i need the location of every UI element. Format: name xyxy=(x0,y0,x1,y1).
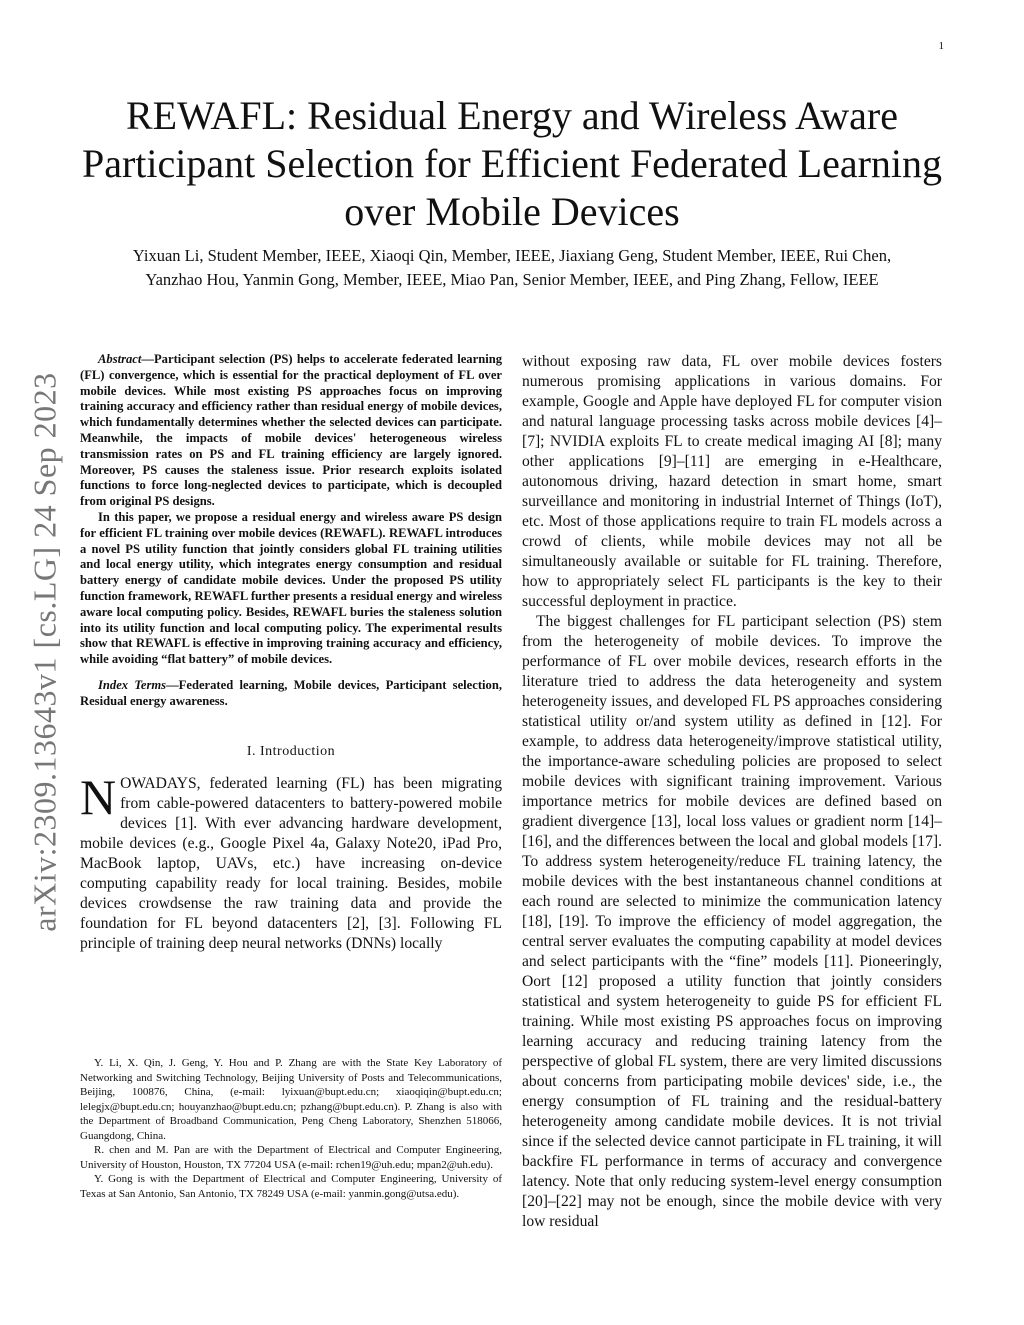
footnote-affiliation-2: R. chen and M. Pan are with the Department of Electrical and Computer Engineering, University of Houston, Houston, TX 77204 USA (e-mail: rchen19@uh.edu; mpan2@uh.edu). xyxy=(80,1144,502,1171)
footnotes xyxy=(80,1056,502,1201)
drop-cap: N xyxy=(80,768,117,825)
body-paragraph-challenges: The biggest challenges for FL participant selection (PS) stem from the heterogeneity of mobile devices. To improve the performance of FL over mobile devices, research efforts in the literature tried to address the data heterogeneity and system heterogeneity issues, and developed FL PS approaches considering statistical utility or/and system utility as defined in [12]. For example, to address data heterogeneity/improve statistical utility, the importance-aware scheduling policies are proposed to select mobile devices with significant training improvement. Various importance metrics for mobile devices are defined based on gradient divergence [13], local loss values or gradient norm [14]–[16], and the differences between the local and global models [17]. To address system heterogeneity/reduce FL training latency, the mobile devices with the best instantaneous channel conditions at each round are selected to minimize the communication latency [18], [19]. To improve the efficiency of model aggregation, the central server evaluates the computing capability at model devices and select participants with the “fine” models [11]. Pioneeringly, Oort [12] proposed a utility function that jointly considers statistical and system heterogeneity to guide PS for efficient FL training. While most existing PS approaches focus on improving learning accuracy and reducing training latency from the perspective of global FL system, there are very limited discussions about concerns from participating mobile devices' side, i.e., the energy consumption of FL training and the residual-battery heterogeneity among candidate mobile devices. It is not trivial since if the selected device cannot participate in FL training, it will backfire FL performance in terms of accuracy and convergence latency. Note that only reducing system-level energy consumption [20]–[22] may not be enough, since the mobile device with very low residual xyxy=(522,613,942,1230)
authors-line-2: Yanzhao Hou, Yanmin Gong, Member, IEEE, Miao Pan, Senior Member, IEEE, and Ping Zhang, Fellow, IEEE xyxy=(145,270,879,289)
index-terms xyxy=(80,678,502,710)
arxiv-sidebar xyxy=(20,352,70,952)
right-column xyxy=(522,352,942,1232)
abstract-paragraph-1 xyxy=(80,352,502,510)
arxiv-identifier: arXiv:2309.13643v1 [cs.LG] 24 Sep 2023 xyxy=(26,372,63,932)
authors-line-1: Yixuan Li, Student Member, IEEE, Xiaoqi Qin, Member, IEEE, Jiaxiang Geng, Student Member, IEEE, Rui Chen, xyxy=(132,246,892,265)
index-terms-text: —Federated learning, Mobile devices, Participant selection, Residual energy awareness. xyxy=(80,677,502,708)
body-paragraph-continued: without exposing raw data, FL over mobile devices fosters numerous promising applications in various domains. For example, Google and Apple have deployed FL for computer vision and natural language processing tasks across mobile devices [4]–[7]; NVIDIA exploits FL to create medical imaging AI [8]; many other applications [9]–[11] are emerging in e-Healthcare, autonomous driving, hazard detection in smart home, smart surveillance and monitoring in industrial Internet of Things (IoT), etc. Most of those applications require to train FL models across a crowd of clients, while mobile devices may not all be simultaneously available or suitable for FL training. Therefore, how to appropriately select FL participants is the key to their successful deployment in practice. xyxy=(522,353,942,610)
left-column xyxy=(80,352,502,954)
paper-title: REWAFL: Residual Energy and Wireless Aware Participant Selection for Efficient Federated Learning over Mobile Devices xyxy=(81,93,943,234)
intro-text-1: OWADAYS, federated learning (FL) has been migrating from cable-powered datacenters to battery-powered mobile devices [1]. With ever advancing hardware development, mobile devices (e.g., Google Pixel 4a, Galaxy Note20, iPad Pro, MacBook laptop, UAVs, etc.) have increasing on-device computing capability ready for local training. Besides, mobile devices crowdsense the raw training data and provide the foundation for FL beyond datacenters [2], [3]. Following FL principle of training deep neural networks (DNNs) locally xyxy=(80,774,502,952)
index-terms-label: Index Terms xyxy=(98,677,167,692)
footnote-affiliation-3: Y. Gong is with the Department of Electrical and Computer Engineering, University of Texas at San Antonio, San Antonio, TX 78249 USA (e-mail: yanmin.gong@utsa.edu). xyxy=(80,1173,502,1200)
section-heading-introduction: I. Introduction xyxy=(246,743,336,759)
abstract-paragraph-2: In this paper, we propose a residual energy and wireless aware PS design for efficient FL training over mobile devices (REWAFL). REWAFL introduces a novel PS utility function that jointly considers global FL training utilities and local energy utility, which integrates energy consumption and residual battery energy of candidate mobile devices. Under the proposed PS utility function framework, REWAFL further presents a residual energy and wireless aware local computing policy. Besides, REWAFL buries the staleness solution into its utility function and local computing policy. The experimental results show that REWAFL is effective in improving training accuracy and efficiency, while avoiding “flat battery” of mobile devices. xyxy=(80,509,502,667)
page-number: 1 xyxy=(938,40,944,52)
author-list xyxy=(70,244,954,292)
intro-paragraph-1 xyxy=(80,768,502,954)
footnote-affiliation-1: Y. Li, X. Qin, J. Geng, Y. Hou and P. Zhang are with the State Key Laboratory of Networking and Switching Technology, Beijing University of Posts and Telecommunications, Beijing, 100876, China, (e-mail: lyixuan@bupt.edu.cn; xiaoqiqin@bupt.edu.cn; lelegjx@bupt.edu.cn; houyanzhao@bupt.edu.cn; pzhang@bupt.edu.cn). P. Zhang is also with the Department of Broadband Communication, Peng Cheng Laboratory, Shenzhen 518066, Guangdong, China. xyxy=(80,1057,502,1142)
abstract-text-1: —Participant selection (PS) helps to accelerate federated learning (FL) convergence, which is essential for the practical deployment of FL over mobile devices. While most existing PS approaches focus on improving training accuracy and efficiency rather than residual energy of mobile devices, which fundamentally determines whether the selected devices can participate. Meanwhile, the impacts of mobile devices' heterogeneous wireless transmission rates on PS and FL training efficiency are largely ignored. Moreover, PS causes the staleness issue. Prior research exploits isolated functions to force long-neglected devices to participate, which is decoupled from original PS designs. xyxy=(80,352,502,509)
abstract-label: Abstract xyxy=(98,352,142,366)
